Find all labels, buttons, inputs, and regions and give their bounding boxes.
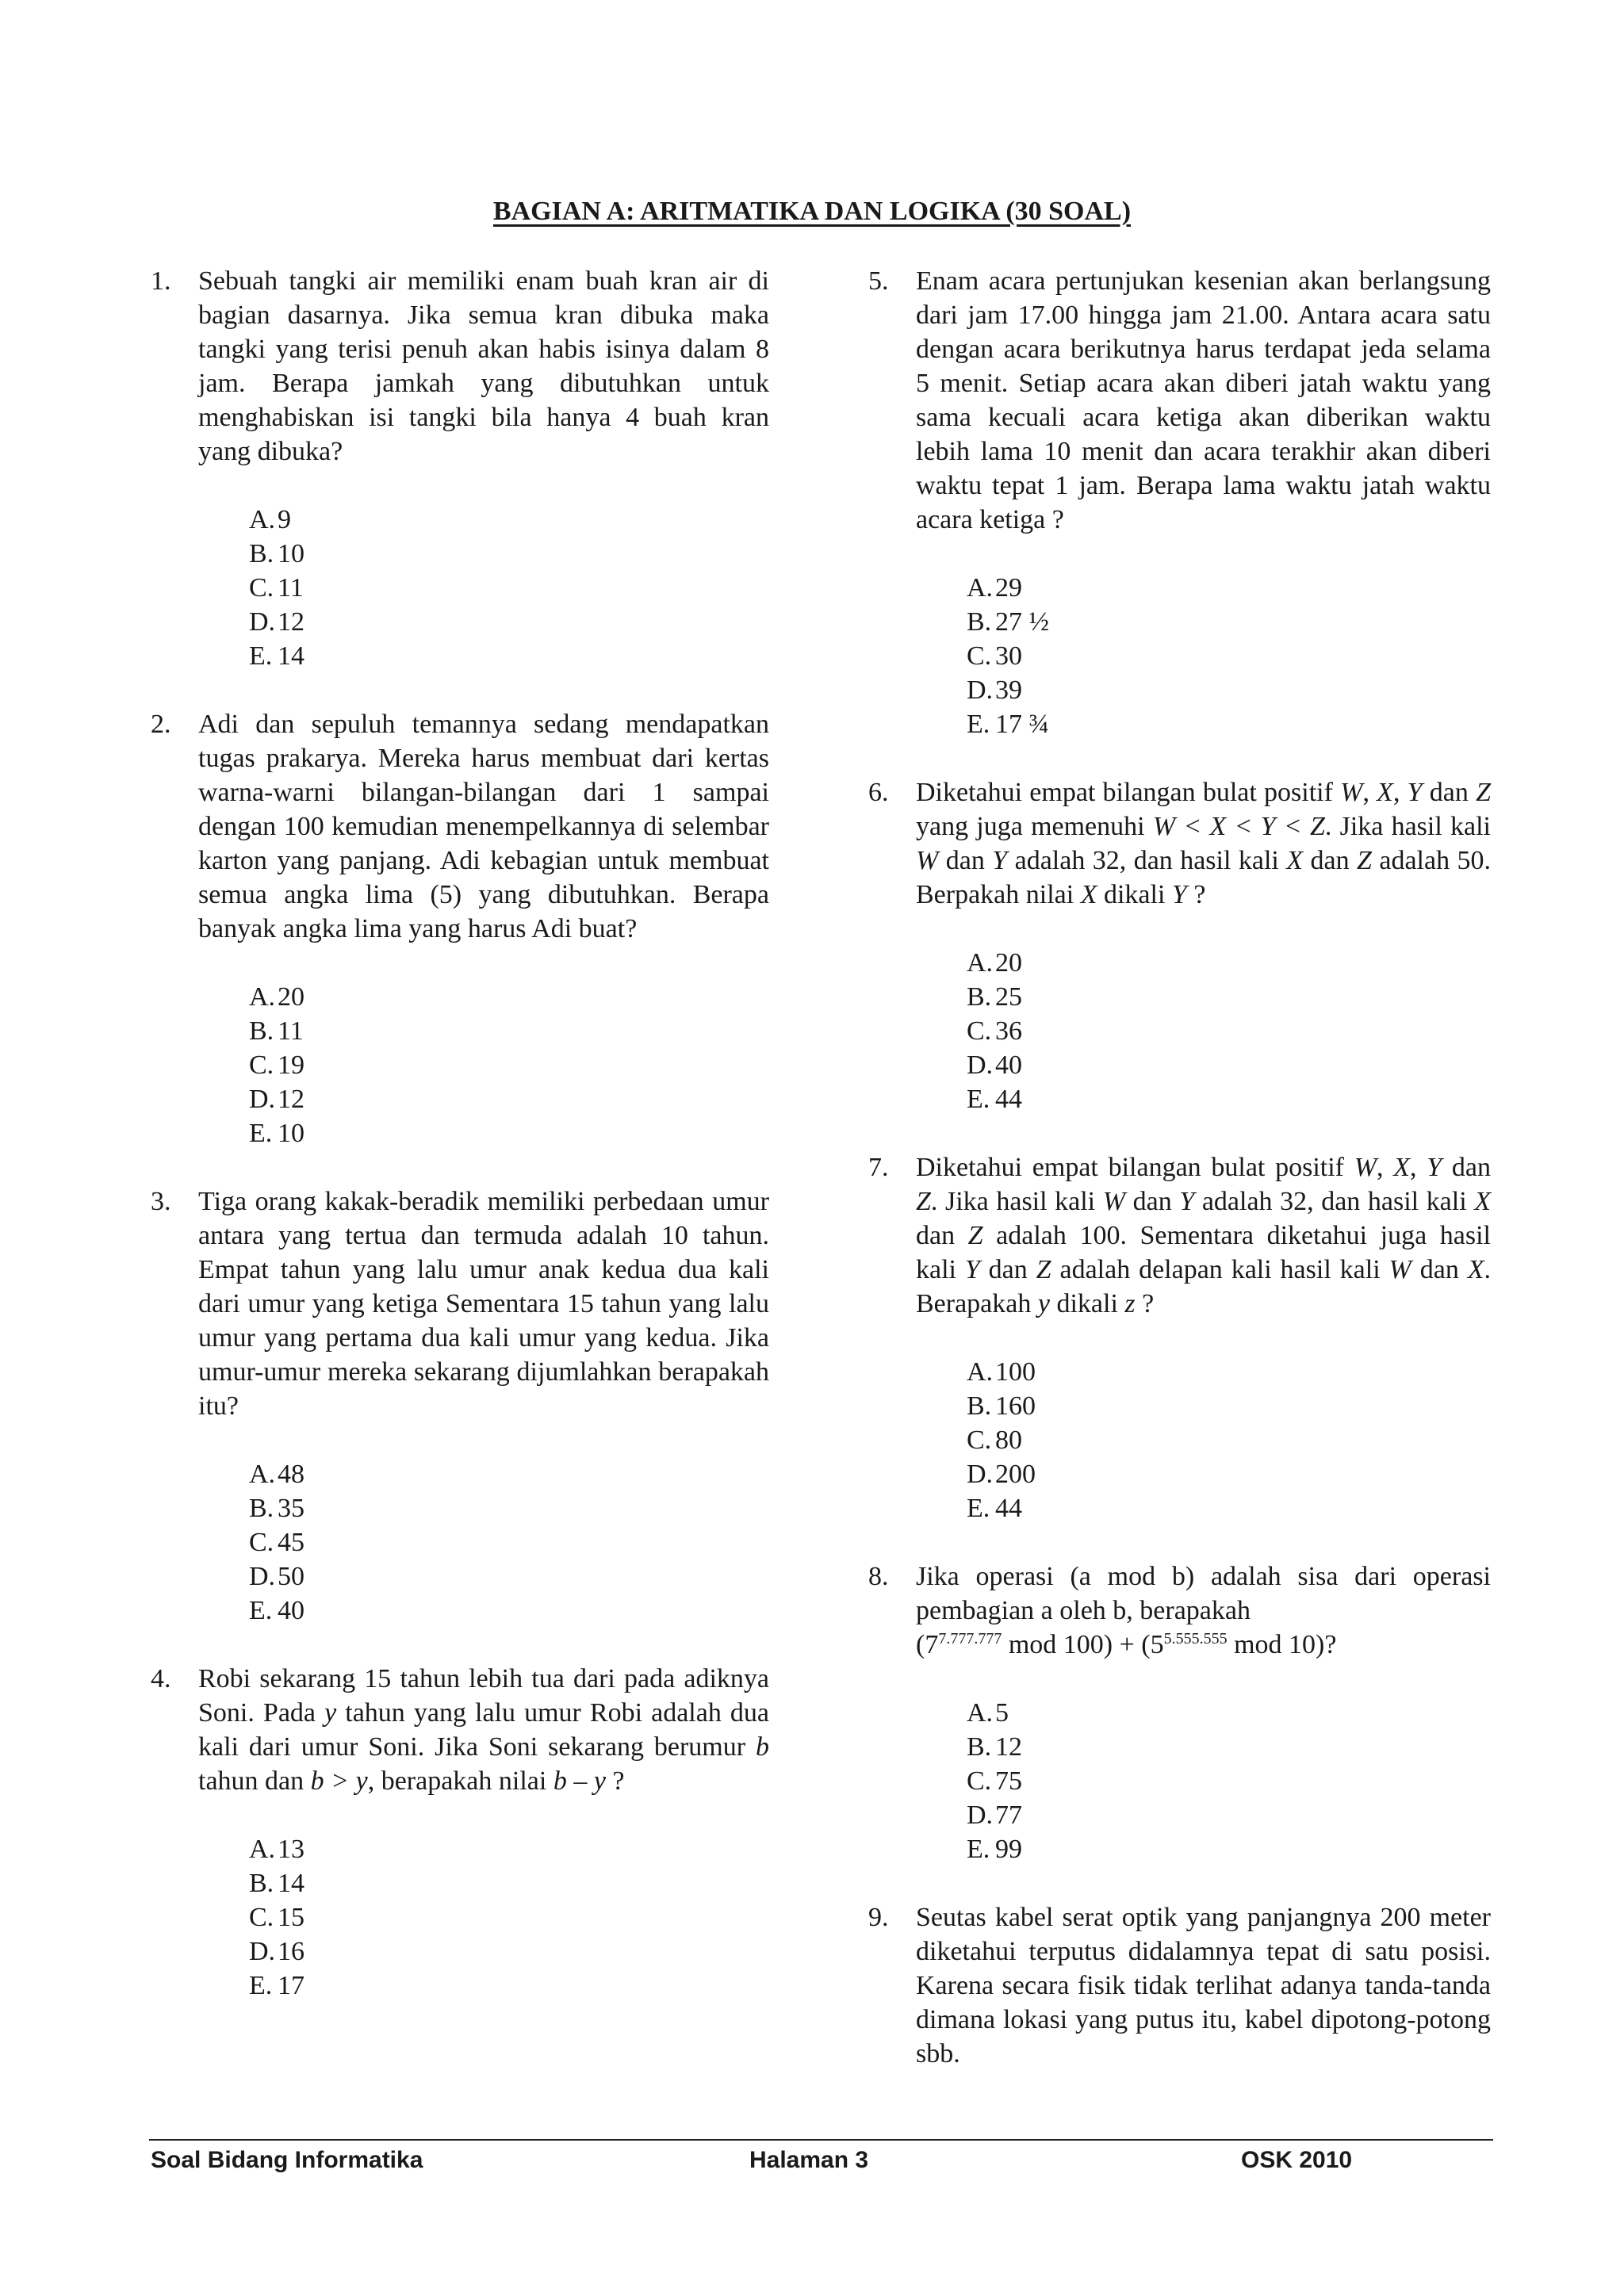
option: A. 48 — [249, 1460, 304, 1489]
option: B. 35 — [249, 1494, 304, 1523]
question-text: Seutas kabel serat optik yang panjangnya 200 meter diketahui terputus didalamnya tepat di satu posisi. Karena secara fisik tidak terlihat adanya tanda-tanda dimana lokasi yang putus itu, kabel dipotong-potong sbb. — [916, 1903, 1491, 2068]
option: B. 10 — [249, 539, 304, 568]
option: A. 13 — [249, 1835, 304, 1864]
left-column — [151, 264, 769, 2003]
options-4 — [249, 1832, 769, 2003]
question-text: Sebuah tangki air memiliki enam buah kran air di bagian dasarnya. Jika semua kran dibuka maka tangki yang terisi penuh akan habis isinya dalam 8 jam. Berapa jamkah yang dibutuhkan untuk menghabiskan isi tangki bila hanya 4 buah kran yang dibuka? — [198, 266, 769, 466]
option: E. 40 — [249, 1596, 304, 1625]
option: A. 29 — [967, 573, 1022, 603]
question-6 — [868, 775, 1491, 912]
option: C. 11 — [249, 573, 304, 603]
question-7 — [868, 1150, 1491, 1321]
question-number: 5. — [868, 266, 889, 296]
question-number: 4. — [151, 1664, 171, 1693]
footer-subject: Soal Bidang Informatika — [151, 2147, 423, 2173]
option: C. 45 — [249, 1528, 304, 1557]
mod-expression: ($7^{7.777.777}$ mod $100) + (5^{5.555.555}$ mod 10)? — [916, 1630, 1337, 1659]
question-text: Diketahui empat bilangan bulat positif W, X, Y dan Z yang juga memenuhi W < X < Y < Z. Jika hasil kali W dan Y adalah 32, dan hasil kali X dan Z adalah 50. Berpakah nilai X dikali Y ? — [916, 778, 1492, 909]
footer-page-number: Halaman 3 — [749, 2147, 869, 2173]
option: D. 50 — [249, 1562, 304, 1591]
option: C. 36 — [967, 1016, 1022, 1046]
option: A. 100 — [967, 1357, 1036, 1387]
question-text: Diketahui empat bilangan bulat positif W, X, Y dan Z. Jika hasil kali W dan Y adalah 32, dan hasil kali X dan Z adalah 100. Sementara diketahui juga hasil kali Y dan Z adalah delapan kali hasil kali W dan X. Berapakah y dikali z ? — [916, 1153, 1492, 1318]
question-text: Tiga orang kakak-beradik memiliki perbedaan umur antara yang tertua dan termuda adalah 10 tahun. Empat tahun yang lalu umur anak kedua dua kali dari umur yang ketiga Sementara 15 tahun yang lalu umur yang pertama dua kali umur yang kedua. Jika umur-umur mereka sekarang dijumlahkan berapakah itu? — [198, 1187, 769, 1421]
option: A. 20 — [967, 948, 1022, 978]
options-7 — [967, 1355, 1491, 1525]
question-text: Enam acara pertunjukan kesenian akan berlangsung dari jam 17.00 hingga jam 21.00. Antara acara satu dengan acara berikutnya harus terdapat jeda selama 5 menit. Setiap acara akan diberi jatah waktu yang sama kecuali acara ketiga akan diberikan waktu lebih lama 10 menit dan acara terakhir akan diberi waktu tepat 1 jam. Berapa lama waktu jatah waktu acara ketiga ? — [916, 266, 1491, 534]
option: B. 11 — [249, 1016, 304, 1046]
option: C. 80 — [967, 1425, 1022, 1455]
question-text: Robi sekarang 15 tahun lebih tua dari pada adiknya Soni. Pada y tahun yang lalu umur Robi adalah dua kali dari umur Soni. Jika Soni sekarang berumur b tahun dan b > y, berapakah nilai b – y ? — [198, 1664, 769, 1796]
option: A. 20 — [249, 982, 304, 1012]
option: B. 160 — [967, 1391, 1036, 1421]
question-number: 6. — [868, 778, 889, 807]
question-number: 2. — [151, 710, 171, 739]
question-5 — [868, 264, 1491, 537]
question-8 — [868, 1559, 1491, 1662]
question-2 — [151, 707, 769, 946]
option: B. 25 — [967, 982, 1022, 1012]
option: E. 14 — [249, 641, 304, 671]
footer-exam-label: OSK 2010 — [1241, 2147, 1353, 2173]
option: C. 19 — [249, 1050, 304, 1080]
footer-divider — [149, 2139, 1493, 2141]
option: E. 17 — [249, 1971, 304, 2000]
option: A. 5 — [967, 1698, 1009, 1728]
option: C. 30 — [967, 641, 1022, 671]
option: C. 15 — [249, 1903, 304, 1932]
options-8 — [967, 1696, 1491, 1866]
option: E. 44 — [967, 1494, 1022, 1523]
option: B. 14 — [249, 1869, 304, 1898]
options-1 — [249, 503, 769, 673]
options-6 — [967, 946, 1491, 1116]
option: E. 10 — [249, 1119, 304, 1148]
option: D. 40 — [967, 1050, 1022, 1080]
option: A. 9 — [249, 505, 291, 534]
question-text: Adi dan sepuluh temannya sedang mendapatkan tugas prakarya. Mereka harus membuat dari kertas warna-warni bilangan-bilangan dari 1 sampai dengan 100 kemudian menempelkannya di selembar karton yang panjang. Adi kebagian untuk membuat semua angka lima (5) yang dibutuhkan. Berapa banyak angka lima yang harus Adi buat? — [198, 710, 769, 943]
question-1 — [151, 264, 769, 469]
right-column — [868, 264, 1491, 2071]
question-number: 9. — [868, 1903, 889, 1932]
question-number: 1. — [151, 266, 171, 296]
options-5 — [967, 571, 1491, 741]
question-number: 8. — [868, 1562, 889, 1591]
option: B. 27 ½ — [967, 607, 1049, 637]
option: D. 12 — [249, 1085, 304, 1114]
option: E. 99 — [967, 1835, 1022, 1864]
options-3 — [249, 1457, 769, 1628]
option: C. 75 — [967, 1766, 1022, 1796]
option: D. 39 — [967, 675, 1022, 705]
question-text: Jika operasi (a mod b) adalah sisa dari operasi pembagian a oleh b, berapakah ($7^{7.777.777}$ mod $100) + (5^{5.555.555}$ mod 10)? — [916, 1559, 1491, 1662]
option: D. 200 — [967, 1460, 1036, 1489]
option: E. 17 ¾ — [967, 710, 1049, 739]
option: D. 16 — [249, 1937, 304, 1966]
option: D. 77 — [967, 1800, 1022, 1830]
section-title: BAGIAN A: ARITMATIKA DAN LOGIKA (30 SOAL) — [492, 197, 1132, 226]
question-4 — [151, 1662, 769, 1798]
question-9 — [868, 1900, 1491, 2071]
options-2 — [249, 980, 769, 1150]
option: B. 12 — [967, 1732, 1022, 1762]
option: E. 44 — [967, 1085, 1022, 1114]
question-number: 3. — [151, 1187, 171, 1216]
question-number: 7. — [868, 1153, 889, 1182]
option: D. 12 — [249, 607, 304, 637]
question-3 — [151, 1184, 769, 1423]
